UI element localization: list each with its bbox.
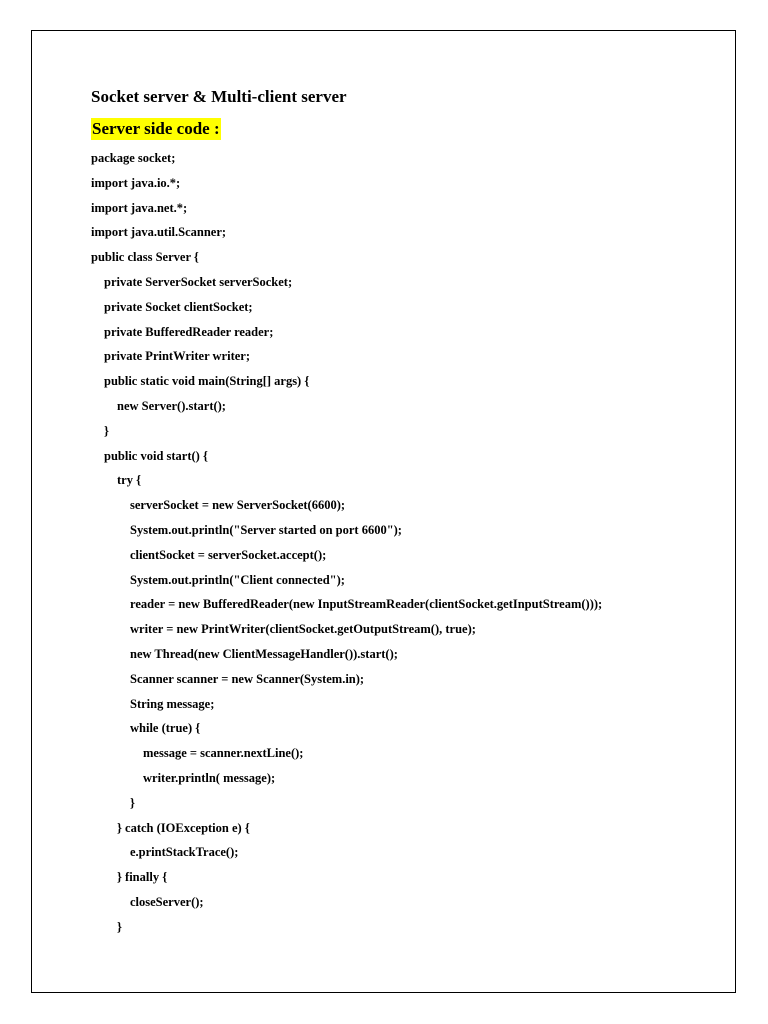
code-line: import java.net.*; <box>91 200 188 215</box>
code-line: private PrintWriter writer; <box>104 349 251 364</box>
code-line: public void start() { <box>104 448 208 463</box>
code-line: } finally { <box>117 870 168 885</box>
code-line: private Socket clientSocket; <box>104 299 253 314</box>
code-line: writer = new PrintWriter(clientSocket.getOutputStream(), true); <box>130 622 476 637</box>
code-line: private BufferedReader reader; <box>104 324 274 339</box>
code-line: clientSocket = serverSocket.accept(); <box>130 547 327 562</box>
code-line: writer.println( message); <box>143 770 276 785</box>
code-line: System.out.println("Client connected"); <box>130 572 345 587</box>
code-line: message = scanner.nextLine(); <box>143 746 304 761</box>
document-title: Socket server & Multi-client server <box>91 87 347 106</box>
code-line: reader = new BufferedReader(new InputStreamReader(clientSocket.getInputStream())); <box>130 597 603 612</box>
document-content <box>91 86 721 940</box>
code-line: } <box>130 795 135 810</box>
code-line: import java.util.Scanner; <box>91 225 227 240</box>
code-line: Scanner scanner = new Scanner(System.in); <box>130 671 365 686</box>
code-line: } catch (IOException e) { <box>117 820 250 835</box>
code-line: System.out.println("Server started on port 6600"); <box>130 522 402 537</box>
code-line: String message; <box>130 696 215 711</box>
code-line: try { <box>117 473 142 488</box>
code-block <box>91 146 721 940</box>
code-line: new Server().start(); <box>117 398 226 413</box>
section-heading-highlighted: Server side code : <box>92 119 220 138</box>
code-line: public static void main(String[] args) { <box>104 374 310 389</box>
code-line: import java.io.*; <box>91 175 181 190</box>
code-line: public class Server { <box>91 250 199 265</box>
code-line: new Thread(new ClientMessageHandler()).start(); <box>130 646 398 661</box>
code-line: private ServerSocket serverSocket; <box>104 274 293 289</box>
code-line: package socket; <box>91 151 176 165</box>
code-line: } <box>117 919 122 934</box>
code-line: } <box>104 423 109 438</box>
code-line: serverSocket = new ServerSocket(6600); <box>130 498 346 513</box>
code-line: while (true) { <box>130 721 201 736</box>
code-line: closeServer(); <box>130 894 204 909</box>
code-line: e.printStackTrace(); <box>130 845 239 860</box>
